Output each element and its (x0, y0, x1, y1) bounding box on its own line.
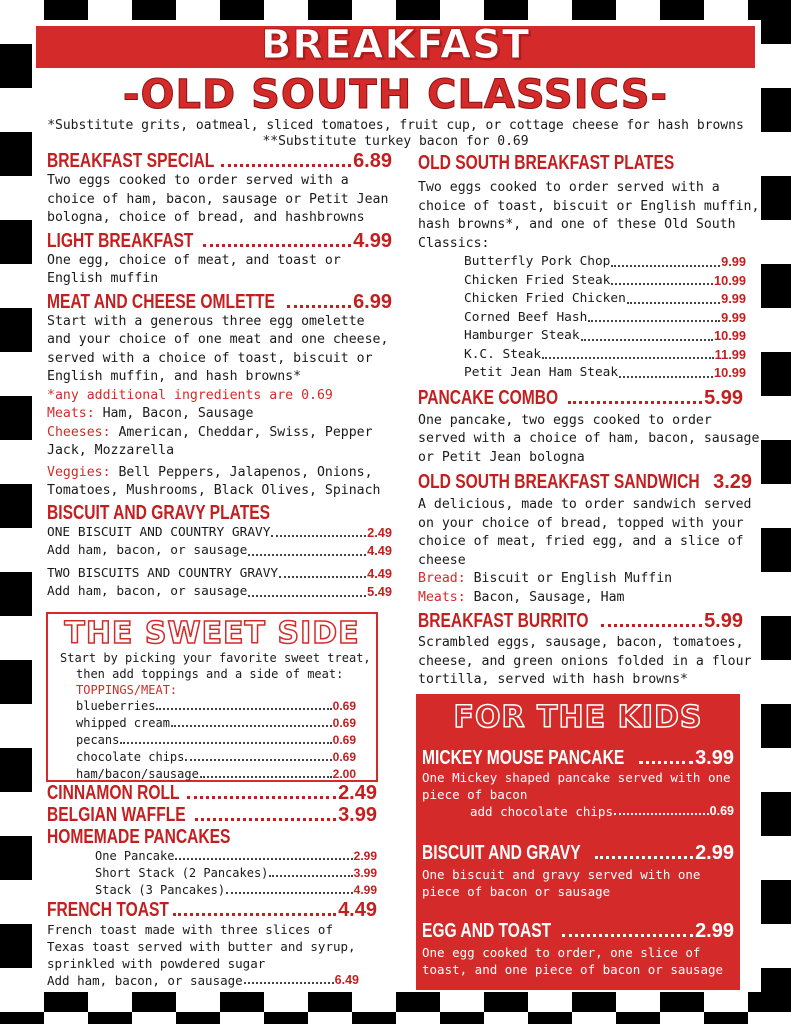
item-description: One biscuit and gravy served with one piece of bacon or sausage (422, 867, 701, 899)
sweet-intro: Start by picking your favorite sweet treat, (60, 651, 371, 665)
meats-line: Meats: Bacon, Sausage, Ham (418, 589, 625, 605)
price-row: ham/bacon/sausage 2.00 (76, 767, 356, 781)
price-row: Short Stack (2 Pancakes) 3.99 (95, 866, 377, 880)
item-description: One Mickey shaped pancake served with one piece of bacon (422, 770, 731, 802)
sweet-side-content (48, 650, 393, 783)
sweet-items (47, 782, 377, 989)
item-description: One egg cooked to order, one slice of toast, and one piece of bacon or sausage (422, 945, 724, 977)
item-price: 3.99 (338, 804, 377, 826)
item-name: HOMEMADE PANCAKES (47, 826, 231, 848)
menu-item-header (47, 899, 377, 921)
item-description: A delicious, made to order sandwich served on your choice of bread, topped with your choice of meat, fried egg, and a slice of cheese (418, 497, 752, 568)
turkey-bacon-note: **Substitute turkey bacon for 0.69 (262, 134, 529, 149)
menu-item-header (422, 747, 734, 769)
item-price: 2.99 (695, 920, 734, 942)
item-price: 2.49 (338, 782, 377, 804)
item-description: French toast made with three slices of Texas toast served with butter and syrup, sprinkled with powdered sugar (47, 922, 356, 971)
item-price: 5.99 (704, 386, 743, 409)
substitution-note: *Substitute grits, oatmeal, sliced tomatoes, fruit cup, or cottage cheese for hash browns (47, 118, 744, 133)
price-row: Petit Jean Ham Steak 10.99 (464, 365, 746, 380)
toppings-list (48, 698, 356, 783)
item-name: OLD SOUTH BREAKFAST PLATES (418, 152, 675, 174)
price-row: blueberries 0.69 (76, 699, 356, 713)
item-description: One pancake, two eggs cooked to order served with a choice of ham, bacon, sausage or Petit Jean bologna (418, 412, 760, 465)
item-price: 3.29 (713, 471, 753, 493)
item-name: LIGHT BREAKFAST (47, 229, 194, 252)
price-row: Add ham, bacon, or sausage 4.49 (47, 543, 392, 558)
veggies-line: Veggies: Bell Peppers, Jalapenos, Onions, Tomatoes, Mushrooms, Black Olives, Spinach (47, 464, 381, 498)
price-row: K.C. Steak 11.99 (464, 346, 746, 362)
price-row: pecans 0.69 (76, 733, 356, 747)
menu-item-header (418, 387, 743, 409)
price-row: chocolate chips 0.69 (76, 750, 356, 764)
menu-item-header (422, 842, 734, 864)
item-name: MEAT AND CHEESE OMLETTE (47, 290, 275, 313)
menu-item-header (47, 150, 392, 172)
item-description: One egg, choice of meat, and toast or English muffin (47, 252, 341, 286)
meats-line: Meats: Ham, Bacon, Sausage (47, 406, 254, 421)
price-row: Chicken Fried Steak 10.99 (464, 272, 746, 288)
menu-item-header (47, 291, 392, 313)
left-column (47, 150, 392, 602)
bread-line: Bread: Biscuit or English Muffin (418, 571, 673, 586)
price-row: Hamburger Steak 10.99 (464, 328, 746, 343)
menu-item-header (422, 920, 734, 942)
menu-item-header (47, 230, 392, 252)
item-price: 6.89 (353, 150, 392, 172)
item-description: Start with a generous three egg omelette and your choice of one meat and one cheese, served with a choice of toast, biscuit or English muffin, and hash browns* (47, 313, 389, 384)
item-name: PANCAKE COMBO (418, 386, 559, 409)
item-price: 6.99 (353, 290, 392, 313)
section-title: THE SWEET SIDE (64, 616, 360, 651)
item-name: EGG AND TOAST (422, 920, 552, 942)
price-row: ONE BISCUIT AND COUNTRY GRAVY 2.49 (47, 524, 392, 540)
item-price: 4.99 (353, 229, 392, 252)
price-row: Add ham, bacon, or sausage 5.49 (47, 584, 392, 599)
toppings-label: TOPPINGS/MEAT: (76, 683, 178, 697)
kids-content (422, 747, 734, 978)
menu-item-header (418, 471, 753, 493)
price-row: add chocolate chips 0.69 (470, 804, 734, 819)
item-description: Two eggs cooked to order served with a choice of ham, bacon, sausage or Petit Jean bologna, choice of bread, and hashbrowns (47, 173, 389, 225)
page-title: BREAKFAST (260, 22, 531, 68)
classics-list (418, 253, 746, 383)
item-name: BREAKFAST BURRITO (418, 610, 589, 632)
item-description: Scrambled eggs, sausage, bacon, tomatoes, cheese, and green onions folded in a flour tortilla, served with hash browns* (418, 635, 752, 687)
item-description: Two eggs cooked to order served with a choice of toast, biscuit or English muffin, hash browns*, and one of these Old South Classics: (418, 180, 760, 251)
item-name: BELGIAN WAFFLE (47, 804, 186, 826)
menu-item-header (418, 610, 743, 632)
price-row: whipped cream 0.69 (76, 716, 356, 730)
menu-item-header (47, 804, 377, 826)
menu-item-header (47, 782, 377, 804)
item-name: BREAKFAST SPECIAL (47, 150, 215, 172)
cheeses-line: Cheeses: American, Cheddar, Swiss, Pepper Jack, Mozzarella (47, 424, 373, 458)
item-name: MICKEY MOUSE PANCAKE (422, 747, 625, 769)
pancake-options (47, 848, 377, 899)
price-row: TWO BISCUITS AND COUNTRY GRAVY 4.49 (47, 565, 392, 581)
price-row: One Pancake 2.99 (95, 849, 377, 863)
price-row: Butterfly Pork Chop 9.99 (464, 254, 746, 269)
sweet-intro: then add toppings and a side of meat: (76, 667, 344, 681)
item-price: 4.49 (338, 899, 377, 921)
price-row: Corned Beef Hash 9.99 (464, 309, 746, 325)
price-row: Stack (3 Pancakes) 4.99 (95, 883, 377, 897)
item-name: BISCUIT AND GRAVY PLATES (47, 501, 271, 524)
section-title: FOR THE KIDS (453, 700, 703, 735)
item-name: FRENCH TOAST (47, 899, 169, 921)
price-row: Chicken Fried Chicken 9.99 (464, 291, 746, 306)
extra-ingredients-note: *any additional ingredients are 0.69 (47, 387, 333, 403)
item-name: BISCUIT AND GRAVY (422, 842, 581, 864)
item-name: CINNAMON ROLL (47, 782, 180, 804)
item-price: 3.99 (695, 747, 734, 769)
item-price: 5.99 (704, 610, 743, 632)
item-name: OLD SOUTH BREAKFAST SANDWICH (418, 471, 700, 493)
page-subtitle: -OLD SOUTH CLASSICS- (122, 72, 669, 118)
right-column (418, 152, 763, 690)
price-row: Add ham, bacon, or sausage 6.49 (47, 973, 359, 988)
item-price: 2.99 (695, 842, 734, 864)
